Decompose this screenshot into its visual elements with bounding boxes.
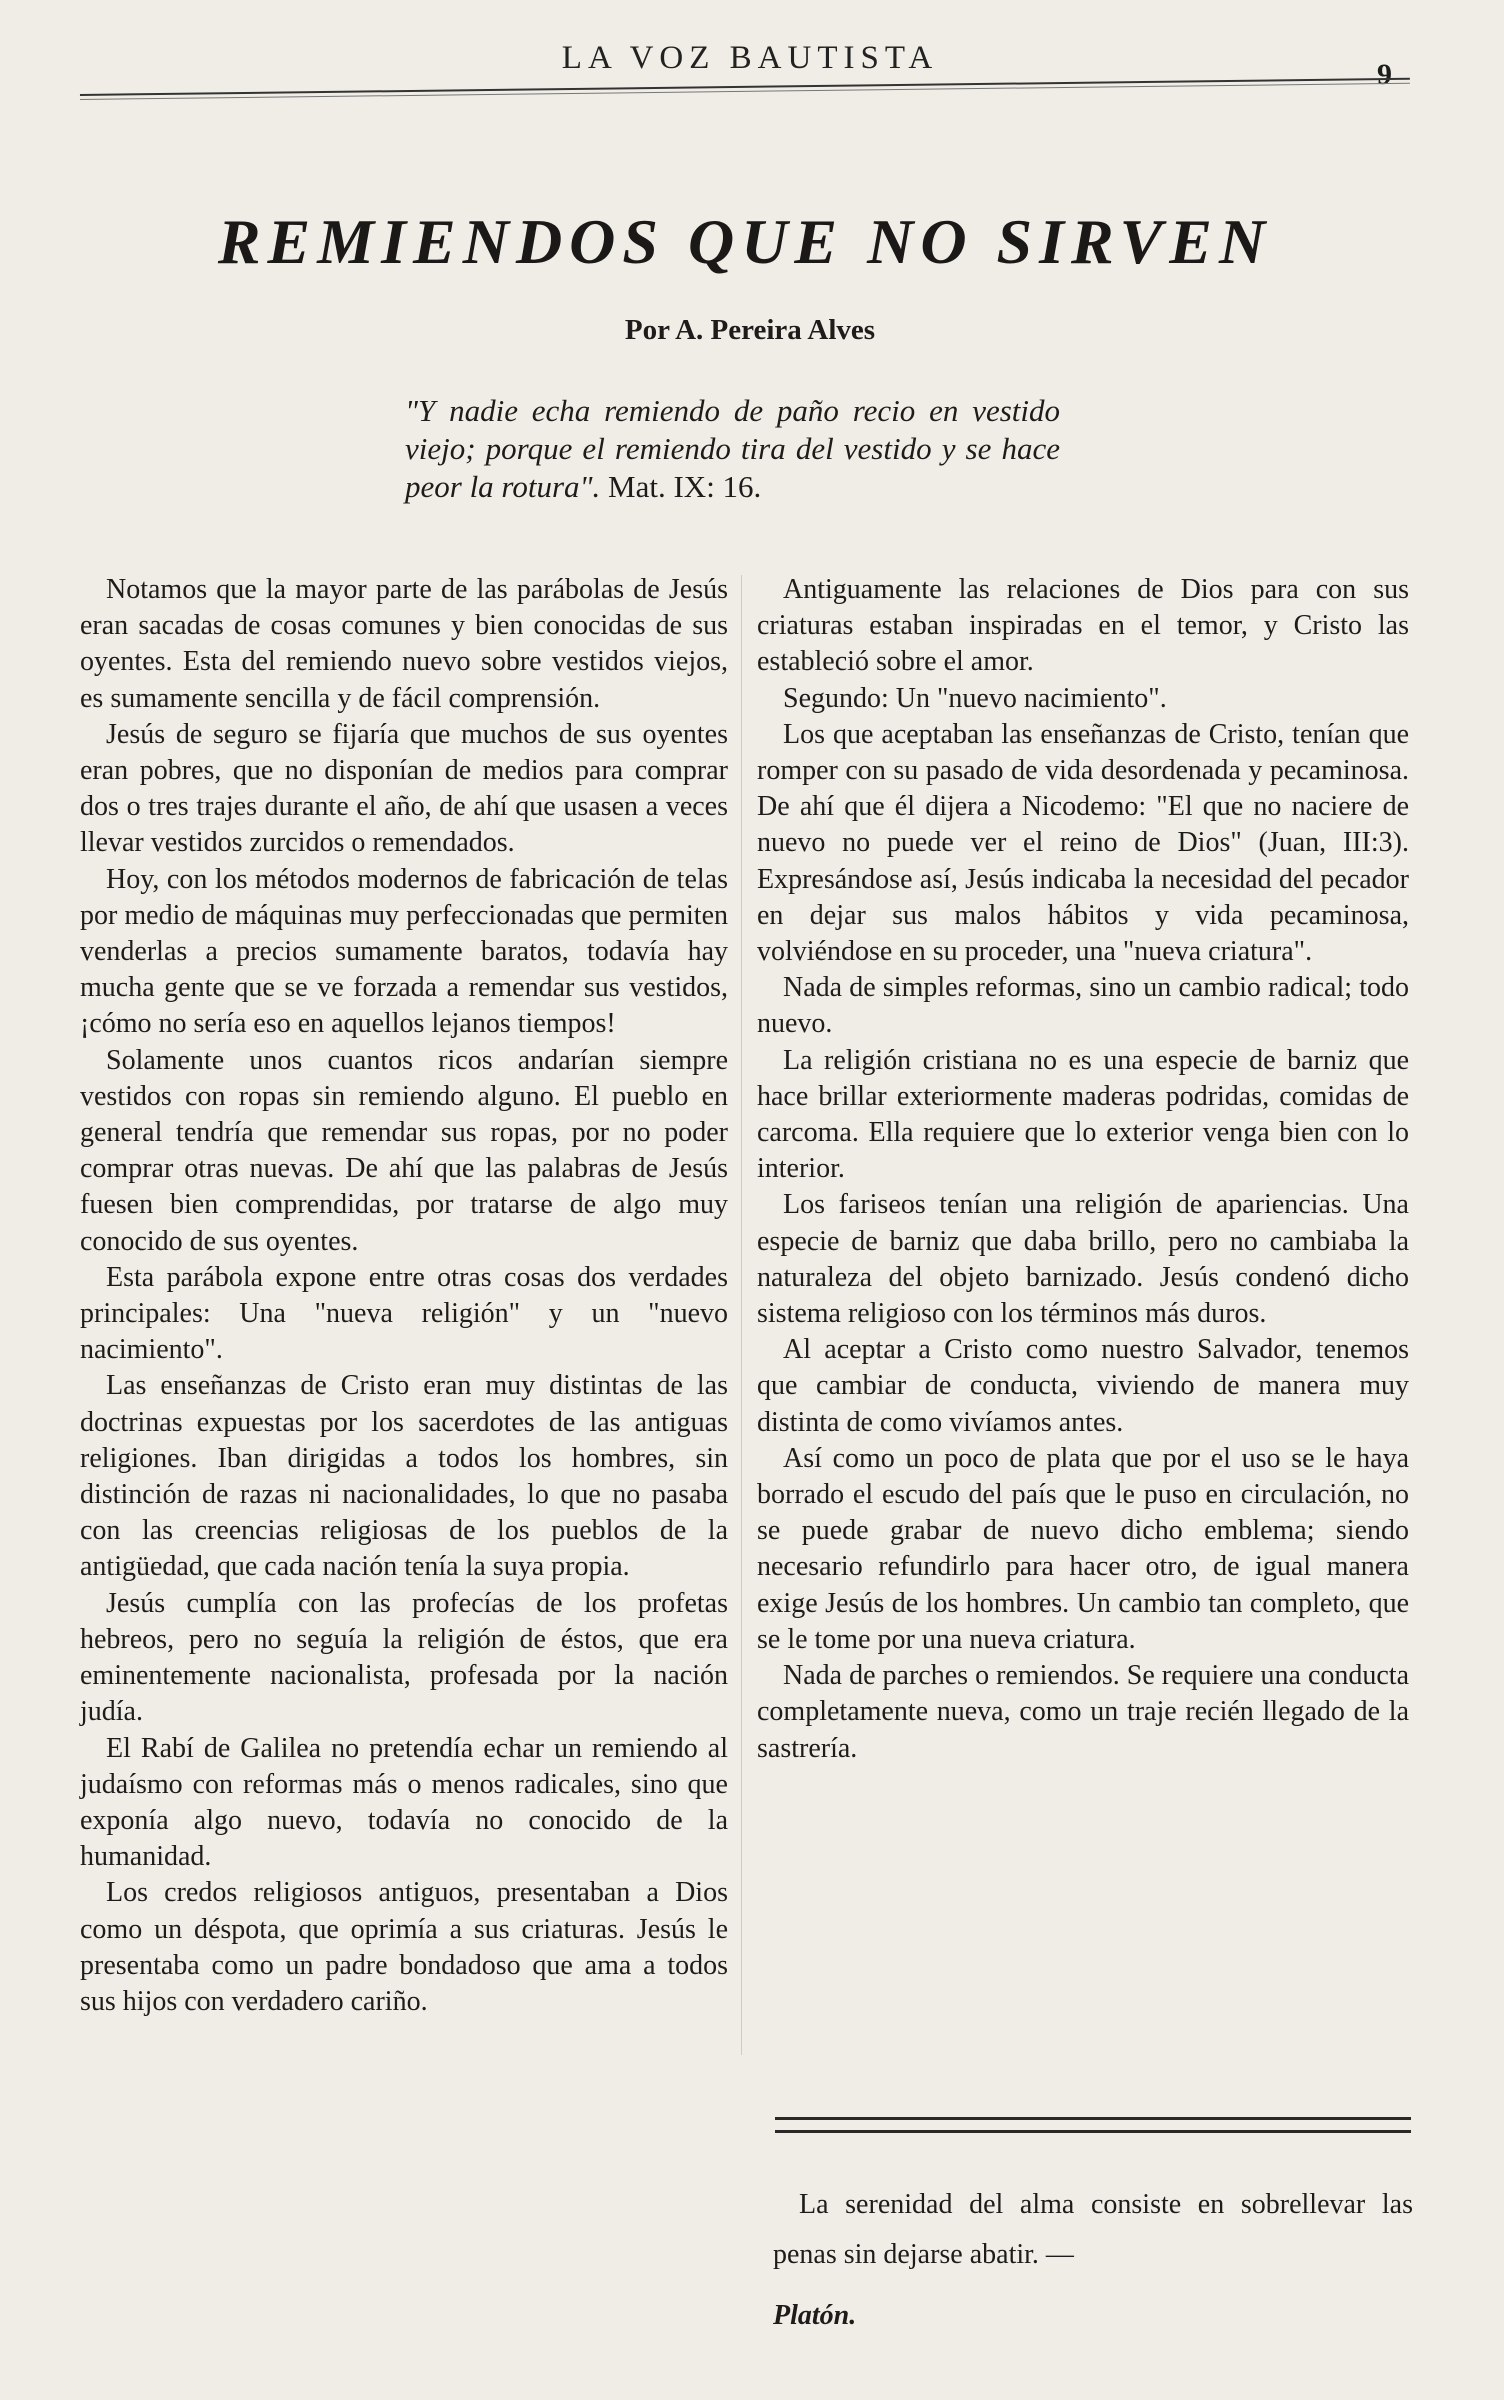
page-number: 9	[1377, 58, 1392, 91]
closing-quote	[773, 2180, 1413, 2280]
paragraph: La religión cristiana no es una especie de barniz que hace brillar exteriormente maderas podridas, comidas de carcoma. Ella requiere que lo exterior venga bien con lo interior.	[757, 1044, 1409, 1185]
paragraph: Esta parábola expone entre otras cosas dos verdades principales: Una "nueva religión" y un "nuevo nacimiento".	[80, 1261, 728, 1366]
paragraph: Jesús de seguro se fijaría que muchos de sus oyentes eran pobres, que no disponían de medios para comprar dos o tres trajes durante el año, de ahí que usasen a veces llevar vestidos zurcidos o remendados.	[80, 718, 728, 859]
closing-quote-author: Platón.	[773, 2300, 857, 2331]
paragraph: Notamos que la mayor parte de las parábolas de Jesús eran sacadas de cosas comunes y bien conocidas de sus oyentes. Esta del remiendo nuevo sobre vestidos viejos, es sumamente sencilla y de fácil comprensión.	[80, 574, 728, 714]
paragraph: Los que aceptaban las enseñanzas de Cristo, tenían que romper con su pasado de vida desordenada y pecaminosa. De ahí que él dijera a Nicodemo: "El que no naciere de nuevo no puede ver el reino de Dios" (Juan, III:3). Expresándose así, Jesús indicaba la necesidad del pecador en dejar sus malos hábitos y vida pecaminosa, volviéndose en su proceder, una "nueva criatura".	[757, 718, 1409, 968]
paragraph: Segundo: Un "nuevo nacimiento".	[783, 682, 1167, 714]
running-title: LA VOZ BAUTISTA	[561, 40, 939, 76]
paragraph: Al aceptar a Cristo como nuestro Salvador, tenemos que cambiar de conducta, viviendo de manera muy distinta de como vivíamos antes.	[757, 1334, 1409, 1438]
paragraph: Nada de simples reformas, sino un cambio radical; todo nuevo.	[757, 972, 1409, 1040]
paragraph: Los credos religiosos antiguos, presentaban a Dios como un déspota, que oprimía a sus criaturas. Jesús le presentaba como un padre bondadoso que ama a todos sus hijos con verdadero cariño.	[80, 1877, 728, 2017]
epigraph-reference: Mat. IX: 16.	[608, 469, 762, 504]
paragraph: Solamente unos cuantos ricos andarían siempre vestidos con ropas sin remiendo alguno. El pueblo en general tendría que remendar sus ropas, por no poder comprar otras nuevas. De ahí que las palabras de Jesús fuesen bien comprendidas, por tratarse de algo muy conocido de sus oyentes.	[80, 1044, 728, 1257]
left-column	[80, 572, 728, 2020]
paragraph: Las enseñanzas de Cristo eran muy distintas de las doctrinas expuestas por los sacerdotes de las antiguas religiones. Iban dirigidas a todos los hombres, sin distinción de razas ni nacionalidades, lo que no pasaba con las creencias religiosas de los pueblos de la antigüedad, que cada nación tenía la suya propia.	[80, 1370, 728, 1583]
header-rule	[80, 78, 1410, 100]
paragraph: Antiguamente las relaciones de Dios para con sus criaturas estaban inspiradas en el temor, y Cristo las estableció sobre el amor.	[757, 574, 1409, 678]
paragraph: El Rabí de Galilea no pretendía echar un remiendo al judaísmo con reformas más o menos radicales, sino que exponía algo nuevo, todavía no conocido de la humanidad.	[80, 1732, 728, 1873]
closing-quote-text: La serenidad del alma consiste en sobrellevar las penas sin dejarse abatir. —	[773, 2189, 1413, 2270]
article-title: REMIENDOS QUE NO SIRVEN	[217, 206, 1273, 277]
paragraph: Los fariseos tenían una religión de apariencias. Una especie de barniz que daba brillo, pero no cambiaba la naturaleza del objeto barnizado. Jesús condenó dicho sistema religioso con los términos más duros.	[757, 1189, 1409, 1330]
column-divider	[741, 575, 742, 2055]
byline: Por A. Pereira Alves	[624, 314, 876, 346]
paragraph: Así como un poco de plata que por el uso se le haya borrado el escudo del país que le puso en circulación, no se puede grabar de nuevo dicho emblema; siendo necesario refundirlo para hacer otro, de igual manera exige Jesús de los hombres. Un cambio tan completo, que se le tome por una nueva criatura.	[757, 1442, 1409, 1655]
epigraph	[405, 392, 1060, 506]
paragraph: Nada de parches o remiendos. Se requiere una conducta completamente nueva, como un traje recién llegado de la sastrería.	[757, 1660, 1409, 1764]
right-column	[757, 572, 1409, 1767]
double-rule-divider	[775, 2117, 1411, 2133]
paragraph: Jesús cumplía con las profecías de los profetas hebreos, pero no seguía la religión de éstos, que era eminentemente nacionalista, profesada por la nación judía.	[80, 1587, 728, 1728]
paragraph: Hoy, con los métodos modernos de fabricación de telas por medio de máquinas muy perfeccionadas que permiten venderlas a precios sumamente baratos, todavía hay mucha gente que se ve forzada a remendar sus vestidos, ¡cómo no sería eso en aquellos lejanos tiempos!	[80, 863, 728, 1040]
epigraph-quote: "Y nadie echa remiendo de paño recio en vestido viejo; porque el remiendo tira del vestido y se hace peor la rotura".	[405, 393, 1060, 504]
